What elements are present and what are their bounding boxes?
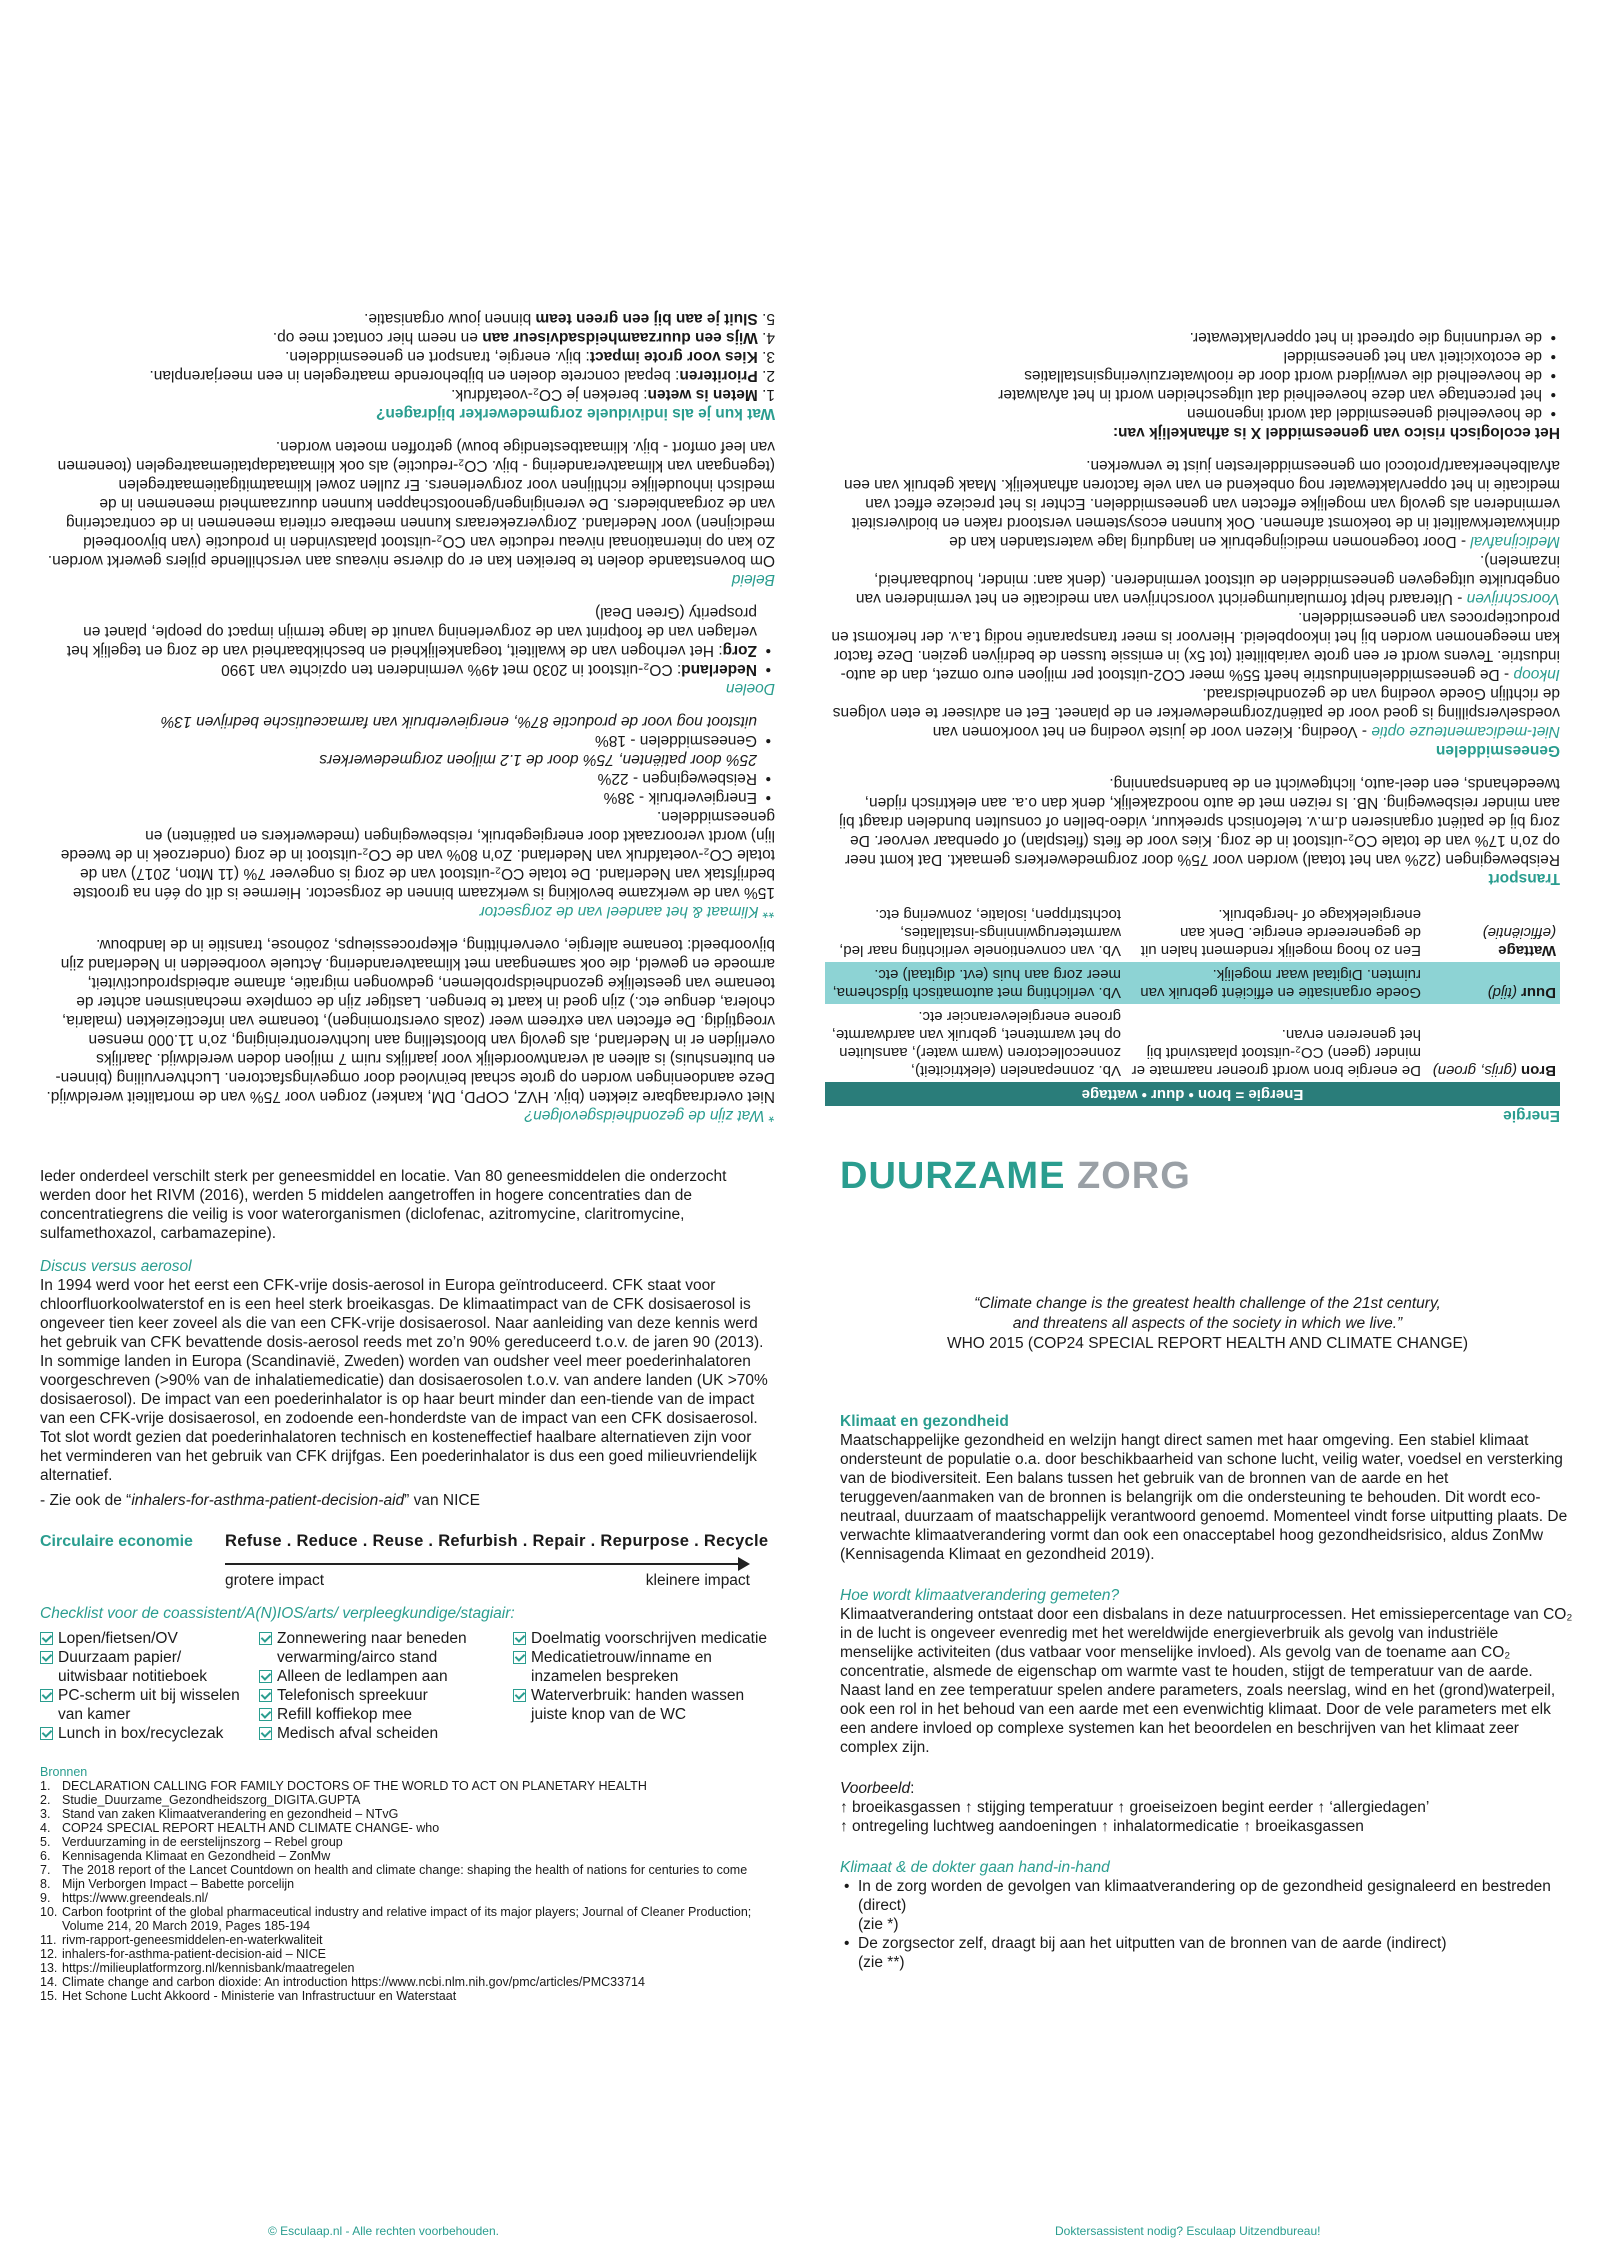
list-item: • de ecotoxiciteit van het geneesmiddel — [825, 347, 1542, 366]
checkbox-checked-icon — [40, 1689, 53, 1702]
row-examples: Vb. van conventionele verlichting naar led, warmteterugwinnings-installaties, tochtstrippen, isolatie, zonwering etc. — [839, 906, 1121, 959]
geneesmiddelen-inkoop — [825, 608, 1560, 684]
paragraph: - Door toegenomen medicijngebruik en langdurig lage waterstanden kan de drinkwaterkwaliteit in de toekomst afnemen. Ook kunnen ecosystemen verstoord raken en biodiversiteit verminderen als gevolg van mogelijke effecten van geneesmiddelen. Echter is het precieze effect van medicatie in het oppervlaktewater nog onbekend en van vele factoren afhankelijk. Maak gebruik van een afvalbeheerkaart/protocol om geneesmiddelresten juist te verwerken. — [843, 457, 1560, 550]
bron-text: Verduurzaming in de eerstelijnszorg – Rebel group — [62, 1835, 343, 1849]
checklist-item — [259, 1629, 509, 1667]
voorbeeld-heading: Voorbeeld: — [840, 1780, 915, 1797]
item-note: uitstoot nog voor de productie 87%, energieverbruik van farmaceutische bedrijven 13% — [160, 713, 757, 730]
list-item — [40, 750, 757, 788]
zorgsector-aandeel-heading: ** Klimaat & het aandeel van de zorgsector — [479, 903, 775, 920]
bottom-right-column — [840, 1155, 1575, 1972]
item-text: : Het verhogen van de kwaliteit, toegankelijkheid en beschikbaarheid van de zorg en tegelijk het verlagen van de footprint van de zorgverlening vanuit de lange termijn impact op people, planet en prosperity (Green Deal) — [66, 604, 757, 659]
bron-text: Stand van zaken Klimaatverandering en gezondheid – NTvG — [62, 1807, 399, 1821]
checklist-label: Duurzaam papier/ uitwisbaar notitieboek — [58, 1649, 208, 1685]
list-item: • het percentage van deze hoeveelheid dat uitgescheiden wordt in het afvalwater — [825, 385, 1542, 404]
bron-item — [40, 1905, 775, 1933]
checklist-label: Telefonisch spreekuur — [277, 1687, 428, 1704]
checklist-heading: Checklist voor de coassistent/A(N)IOS/arts/ verpleegkundige/stagiair: — [40, 1605, 515, 1622]
checklist-item — [40, 1629, 255, 1648]
list-item — [40, 788, 757, 807]
subheading: Inkoop — [1513, 666, 1560, 683]
list-item — [40, 328, 775, 347]
item-number: 4. — [762, 329, 775, 346]
item-ref: (zie **) — [858, 1954, 905, 1971]
item-text: : bereken je CO₂-voetafdruk. — [451, 386, 648, 403]
subheading: Niet-medicamenteuze optie — [1371, 723, 1560, 740]
ref-post: ” van NICE — [404, 1492, 480, 1509]
energie-row-bron — [825, 1004, 1560, 1082]
quote-line: and threatens all aspects of the society in which we live.” — [1012, 1315, 1403, 1332]
checklist-label: Lopen/fietsen/OV — [58, 1630, 178, 1647]
list-item — [40, 347, 775, 366]
voorbeeld-label: Voorbeeld — [840, 1780, 911, 1797]
bron-number: 7. — [40, 1863, 51, 1877]
item-bold: Nederland — [681, 661, 757, 678]
bron-item — [40, 1891, 775, 1905]
bron-text: The 2018 report of the Lancet Countdown on health and climate change: shaping the health of nations for centuries to come — [62, 1863, 748, 1877]
circulaire-economie-body — [225, 1532, 775, 1590]
bron-item — [40, 1793, 775, 1807]
checklist-label: Lunch in box/recyclezak — [58, 1725, 224, 1742]
row-examples: Vb. verlichting met automatisch tijdschema, meer zorg aan huis (evt. digitaal) etc. — [825, 962, 1125, 1004]
list-item: • de hoeveelheid die verwijderd wordt door de rioolwaterzuiveringsinstallaties — [825, 366, 1542, 385]
row-label: Bron — [1521, 1062, 1556, 1079]
circulaire-economie-label: Circulaire economie — [40, 1533, 193, 1550]
row-note: (efficiëntie) — [1482, 924, 1556, 941]
ref-pre: - Zie ook de “ — [40, 1492, 132, 1509]
list-item — [40, 366, 775, 385]
bron-text: https://www.greendeals.nl/ — [62, 1891, 208, 1905]
title-part-2: ZORG — [1077, 1155, 1191, 1197]
footer-copyright: © Esculaap.nl - Alle rechten voorbehouden. — [268, 2224, 499, 2238]
checkbox-checked-icon — [40, 1727, 53, 1740]
energie-row-wattage — [825, 902, 1560, 962]
bron-number: 10. — [40, 1905, 58, 1919]
list-item — [40, 603, 757, 660]
bron-number: 14. — [40, 1975, 58, 1989]
checkbox-checked-icon — [40, 1651, 53, 1664]
bron-number: 9. — [40, 1891, 51, 1905]
subheading: Voorschrijven — [1466, 590, 1560, 607]
item-bold: Sluit je aan bij een green team — [535, 310, 758, 327]
row-note: (tijd) — [1487, 984, 1517, 1001]
row-examples: Vb. zonnepanelen (elektriciteit), zonnecollectoren (warm water), aansluiten op het warmtenet, gebruik van aardwarmte, groene energieleverancier etc. — [831, 1008, 1121, 1079]
bron-item — [40, 1821, 775, 1835]
bron-text: Carbon footprint of the global pharmaceutical industry and relative impact of its major players; Journal of Cleaner Production; Volume 214, 20 March 2019, Pages 185-194 — [62, 1905, 752, 1933]
voorbeeld-line: ↑ ontregeling luchtweg aandoeningen ↑ inhalatormedicatie ↑ broeikasgassen — [840, 1818, 1364, 1835]
checklist-item — [259, 1667, 509, 1686]
item-bold: Wijs een duurzaamheidsadviseur aan — [482, 329, 758, 346]
paragraph: - De geneesmiddelenindustrie heeft 55% meer CO2-uitstoot per miljoen euro omzet, dan de auto-industrie. Tevens wordt er een grote variabiliteit (tot 5x) in emissie tussen de bedrijven gezien. Deze factor kan meegenomen worden bij het inkoopbeleid. Hiervoor is meer transparantie nodig t.a.v. der herkomst en productieproces van geneesmiddelen. — [831, 609, 1560, 683]
checkbox-checked-icon — [513, 1689, 526, 1702]
paragraph: - Voeding. Kiezen voor de juiste voeding en het voorkomen van voedselverspilling is goed voor de patiënt/zorgmedewerker en de planeet. Eet en adviseer te eten volgens de richtlijn Goede voeding van de gezondheidsraad. — [832, 685, 1560, 740]
checklist-label: PC-scherm uit bij wisselen van kamer — [58, 1687, 240, 1723]
item-bold: Prioriteren — [679, 367, 758, 384]
discus-heading: Discus versus aerosol — [40, 1258, 192, 1275]
checklist — [40, 1629, 775, 1743]
bron-item — [40, 1989, 775, 2003]
quote-line: “Climate change is the greatest health challenge of the 21st century, — [974, 1295, 1441, 1312]
hand-in-hand-list — [840, 1877, 1575, 1972]
voorbeeld-line: ↑ broeikasgassen ↑ stijging temperatuur ↑ groeiseizoen begint eerder ↑ ‘allergiedagen’ — [840, 1799, 1430, 1816]
circulaire-economie — [40, 1532, 775, 1590]
geneesmiddelen-intro: Ieder onderdeel verschilt sterk per geneesmiddel en locatie. Van 80 geneesmiddelen die onderzocht werden door het RIVM (2016), werden 5 middelen aangetroffen in hogere concentraties dan de concentratiegrens die veilig is voor waterorganismen (diclofenac, azitromycine, claritromycine, sulfamethoxazol, carbamazepine). — [40, 1168, 727, 1242]
checkbox-checked-icon — [40, 1632, 53, 1645]
page-title — [840, 1155, 1575, 1197]
checklist-label: Doelmatig voorschrijven medicatie — [531, 1630, 768, 1647]
bron-text: DECLARATION CALLING FOR FAMILY DOCTORS OF THE WORLD TO ACT ON PLANETARY HEALTH — [62, 1779, 647, 1793]
checklist-item — [513, 1648, 768, 1686]
beleid-text: Om bovenstaande doelen te bereiken kan er op diverse niveaus aan verschillende pijlers gewerkt worden. Zo kan op internationaal niveau reductie van CO₂-uitstoot plaatsvinden in productie (van bijvoorbeeld medicijnen) voor Nederland. Zorgverzekeraars kunnen meetbare criteria meenemen in de contractering van de zorgaanbieders. De verenigingen/genootschappen kunnen duurzaamheid meenemen in de medisch inhoudelijke richtlijnen voor zorgverleners. Er zullen zowel klimaatmitigatiemaatregelen (tegengaan van klimaatverandering - bijv. CO₂-reductie) als ook klimaatadaptatiemaatregelen (toenemen van leef omfort - bijv. klimaatbestendige bouw) getroffen moeten worden. — [47, 438, 775, 569]
energie-table — [825, 902, 1560, 1106]
item-text: : bepaal concrete doelen en bijbehorende maatregelen in een meerjarenplan. — [149, 367, 680, 384]
item-main: Energieverbruik - 38% — [603, 789, 757, 806]
bron-number: 13. — [40, 1961, 58, 1975]
list-item — [40, 309, 775, 328]
checklist-label: Zonnewering naar beneden verwarming/airco stand — [277, 1630, 467, 1666]
item-text: De zorgsector zelf, draagt bij aan het uitputten van de bronnen van de aarde (indirect) — [858, 1935, 1447, 1952]
bron-item — [40, 1947, 775, 1961]
quote-source: WHO 2015 (COP24 SPECIAL REPORT HEALTH AND CLIMATE CHANGE) — [946, 1335, 1469, 1352]
bottom-half — [0, 1131, 1600, 2262]
bron-item — [40, 1961, 775, 1975]
checkbox-checked-icon — [513, 1632, 526, 1645]
checklist-col-1 — [40, 1629, 255, 1743]
row-description: Goede organisatie en efficiënt gebruik van ruimten. Digitaal waar mogelijk. — [1125, 962, 1425, 1004]
row-note: (grijs, groen) — [1432, 1062, 1517, 1079]
checklist-label: Medicatietrouw/inname en inzamelen bespreken — [531, 1649, 712, 1685]
klimaat-gezondheid-heading: Klimaat en gezondheid — [840, 1413, 1009, 1430]
doelen-list — [40, 603, 775, 679]
bron-text: Climate change and carbon dioxide: An introduction https://www.ncbi.nlm.nih.gov/pmc/articles/PMC33714 — [62, 1975, 645, 1989]
bron-number: 2. — [40, 1793, 51, 1807]
bron-number: 1. — [40, 1779, 51, 1793]
klimaat-gezondheid-text: Maatschappelijke gezondheid en welzijn hangt direct samen met haar omgeving. Een stabiel klimaat ondersteunt de populatie o.a. door beschikbaarheid van schone lucht, veilig water, voedsel en versterking van de biodiversiteit. Een balans tussen het gebruik van de bronnen van de aarde en het teruggeven/aanmaken van de bronnen is belangrijk om die ondersteuning te behouden. Dit wordt eco-neutraal, duurzaam of maatschappelijk verantwoord genoemd. Momenteel vindt forse uitputting plaats. De verwachte klimaatverandering vormt dan ook een onacceptabel hoog gezondheidsrisico, aldus ZonMw (Kennisagenda Klimaat en gezondheid 2019). — [840, 1432, 1568, 1563]
ecologisch-risico-list — [825, 328, 1560, 423]
checkbox-checked-icon — [259, 1632, 272, 1645]
list-item — [40, 660, 757, 679]
checkbox-checked-icon — [259, 1708, 272, 1721]
bron-text: COP24 SPECIAL REPORT HEALTH AND CLIMATE CHANGE- who — [62, 1821, 440, 1835]
geneesmiddelen-afval — [825, 456, 1560, 551]
list-item: • de verdunning die optreedt in het oppervlaktewater. — [825, 328, 1542, 347]
geneesmiddelen-voorschrijven — [825, 551, 1560, 608]
energie-table-header: Energie = bron • duur • wattage — [825, 1082, 1560, 1106]
impact-scale — [225, 1571, 750, 1590]
checklist-label: Medisch afval scheiden — [277, 1725, 439, 1742]
gemeten-heading: Hoe wordt klimaatverandering gemeten? — [840, 1587, 1120, 1604]
transport-text: Reisbewegingen (22% van het totaal) worden voor 75% door zorgmedewerkers gemaakt. Dat komt neer op zo’n 17% van de totale CO₂-uitstoot in de zorg. Kies voor de fiets (fietsplan) of openbaar vervoer. De zorg bij de patiënt organiseren d.m.v. telefonisch spreekuur, video-bellen of consulten bundelen draagt bij aan minder reisbeweging. NB. Is reizen met de auto noodzakelijk, denk dan o.a. aan elektrisch rijden, tweedehands, een deel-auto, lichtgewicht en de bandenspanning. — [839, 775, 1560, 868]
paragraph: - Uiteraard helpt formulariumgericht voorschrijven van medicatie en het verminderen van ongebruikte uitgegeven geneesmiddelen de uitstoot verminderen. (denk aan: minder, houdbaarheid, inzamelen). — [855, 552, 1560, 607]
who-quote — [840, 1294, 1575, 1354]
hand-in-hand-heading: Klimaat & de dokter gaan hand-in-hand — [840, 1859, 1110, 1876]
bijdragen-heading: Wat kun je als individuele zorgmedewerker bijdragen? — [375, 405, 775, 422]
row-description: De energie bron wordt groener naarmate er minder (geen) CO₂-uitstoot plaatsvindt bij het genereren ervan. — [1131, 1026, 1421, 1079]
item-bold: Kies voor grote impact — [589, 348, 758, 365]
discus-text: In 1994 werd voor het eerst een CFK-vrije dosis-aerosol in Europa geïntroduceerd. CFK staat voor chloorfluorkoolwaterstof en is een heel sterk broeikasgas. De klimaatimpact van de CFK dosisaerosol is ongeveer tien keer zoveel als die van een CFK-vrije dosisaerosol. Naar aanleiding van deze kennis werd het gebruik van CFK bevattende dosis-aerosol reeds met zo’n 90% gereduceerd t.o.v. de jaren 90 (2013). In sommige landen in Europa (Scandinavië, Zweden) worden van oudsher veel meer poederinhalatoren voorgeschreven (>90% van de inhalatiemedicatie) dan dosisaerosolen t.o.v. van andere landen (UK >70% dosisaerosol). De impact van een poederinhalator is op haar beurt minder dan een-tiende van de impact van een CFK-vrije dosisaerosol, en zodoende een-honderdste van de impact van een CFK dosisaerosol. Tot slot wordt gezien dat poederinhalatoren technisch en kosteneffectief haalbare alternatieven zijn voor het verminderen van het gebruik van CFK drijfgas. Een poederinhalator is dus een goed milieuvriendelijk alternatief. — [40, 1277, 768, 1484]
bron-item — [40, 1863, 775, 1877]
energie-heading: Energie — [1503, 1107, 1560, 1124]
bron-item — [40, 1849, 775, 1863]
checklist-item — [259, 1724, 509, 1743]
row-label: Wattage — [1498, 942, 1556, 959]
item-text: : CO₂-uitstoot in 2030 met 49% verminderen ten opzichte van 1990 — [221, 661, 682, 678]
bron-item — [40, 1933, 775, 1947]
bronnen-list — [40, 1779, 775, 2003]
bron-item — [40, 1975, 775, 1989]
checkbox-checked-icon — [259, 1689, 272, 1702]
item-text: en neem hier contact mee op. — [272, 329, 483, 346]
item-bold: Meten is weten — [647, 386, 758, 403]
ecologisch-risico-heading: Het ecologisch risico van geneesmiddel X is afhankelijk van: — [1112, 424, 1560, 441]
checklist-col-2 — [259, 1629, 509, 1743]
transport-heading: Transport — [1488, 870, 1560, 887]
checklist-label: Waterverbruik: handen wassen juiste knop van de WC — [531, 1687, 745, 1723]
bron-text: Mijn Verborgen Impact – Babette porcelijn — [62, 1877, 295, 1891]
item-note: 25% door patiënten, 75% door de 1.2 miljoen zorgmedewerkers — [319, 751, 757, 768]
geneesmiddelen-heading: Geneesmiddelen — [1435, 742, 1560, 759]
bron-number: 15. — [40, 1989, 58, 2003]
energie-row-duur — [825, 962, 1560, 1004]
checklist-item — [513, 1629, 768, 1648]
ref-link[interactable]: inhalers-for-asthma-patient-decision-aid — [131, 1492, 405, 1509]
item-number: 1. — [762, 386, 775, 403]
subheading: Medicijnafval — [1470, 533, 1560, 550]
bron-text: Het Schone Lucht Akkoord - Ministerie van Infrastructuur en Waterstaat — [62, 1989, 457, 2003]
checkbox-checked-icon — [513, 1651, 526, 1664]
list-item — [40, 712, 757, 750]
bron-item — [40, 1807, 775, 1821]
impact-left-label: grotere impact — [225, 1572, 325, 1589]
impact-arrow — [225, 1557, 750, 1571]
bronnen-heading: Bronnen — [40, 1765, 88, 1779]
checklist-item — [40, 1686, 255, 1724]
zorgsector-aandeel-text: 15% van de werkzame bevolking is werkzaam binnen de zorgsector. Hiermee is dit op één na grootste bedrijfstak van Nederland. De totale CO₂-uitstoot van de zorg is ongeveer 7% (11 Mton, 2017) van de totale CO₂-voetafdruk van Nederland. Zo’n 80% van de CO₂-uitstoot in de zorg (onderzoek in de tweede lijn) wordt veroorzaakt door energiegebruik, reisbewegingen (medewerkers en patiënten) en geneesmiddelen. — [60, 808, 775, 901]
impact-right-label: kleinere impact — [645, 1572, 750, 1589]
bron-text: rivm-rapport-geneesmiddelen-en-waterkwaliteit — [62, 1933, 323, 1947]
item-number: 2. — [762, 367, 775, 384]
list-item — [858, 1877, 1575, 1934]
list-item: • de hoeveelheid geneesmiddel dat wordt ingenomen — [825, 404, 1542, 423]
gemeten-text: Klimaatverandering ontstaat door een disbalans in deze natuurprocessen. Het emissiepercentage van CO₂ in de lucht is ongeveer evenredig met het wereldwijde energieverbruik als gevolg van industriële menselijke activiteiten (dus vatbaar voor menselijke invloed). Als gevolg van de toename aan CO₂ concentratie, alsmede de eigenschap om warmte vast te houden, stijgt de temperatuur van de aarde. Naast land en zee temperatuur spelen andere parameters, zoals neerslag, wind en het (grond)waterpeil, ook een rol in het behoud van een aarde met een evenwichtig klimaat. Door de vele parameters met elk een andere invloed op complexe systemen kan het beoordelen en beschrijven van het klimaat zeer complex zijn. — [840, 1606, 1573, 1756]
row-description: Een zo hoog mogelijk rendement halen uit de gegenereerde energie. Denk aan energielekkage of -hergebruik. — [1140, 906, 1421, 959]
item-bold: Zorg — [722, 642, 757, 659]
r-ladder: Refuse . Reduce . Reuse . Refurbish . Repair . Repurpose . Recycle — [225, 1532, 769, 1550]
bron-number: 12. — [40, 1947, 58, 1961]
item-number: 5. — [762, 310, 775, 327]
uitstoot-list — [40, 712, 775, 807]
checklist-label: Alleen de ledlampen aan — [277, 1668, 448, 1685]
checkbox-checked-icon — [259, 1727, 272, 1740]
nice-reference — [40, 1491, 775, 1510]
bron-item — [40, 1779, 775, 1793]
bron-item — [40, 1877, 775, 1891]
doelen-heading: Doelen — [725, 680, 775, 697]
bijdragen-list — [40, 309, 775, 404]
top-left-column — [825, 328, 1560, 1125]
beleid-heading: Beleid — [731, 571, 775, 588]
list-item — [858, 1934, 1575, 1972]
checklist-item — [40, 1648, 255, 1686]
checklist-label: Refill koffiekop mee — [277, 1706, 412, 1723]
bron-number: 11. — [40, 1933, 57, 1947]
bron-text: inhalers-for-asthma-patient-decision-aid – NICE — [62, 1947, 327, 1961]
top-right-column — [40, 309, 775, 1125]
bron-number: 8. — [40, 1877, 51, 1891]
item-main: Reisbewegingen - 22% — [597, 770, 757, 787]
bron-number: 3. — [40, 1807, 51, 1821]
list-item — [40, 385, 775, 404]
gezondheidsgevolgen-heading: * Wat zijn de gezondheidsgevolgen? — [524, 1107, 775, 1124]
bron-item — [40, 1835, 775, 1849]
row-label: Duur — [1521, 984, 1556, 1001]
bronnen — [40, 1765, 775, 2003]
item-text: binnen jouw organisatie. — [364, 310, 536, 327]
bron-text: Studie_Duurzame_Gezondheidszorg_DIGITA.GUPTA — [62, 1793, 361, 1807]
item-main: Geneesmiddelen - 18% — [595, 732, 757, 749]
gezondheidsgevolgen-text: Niet overdraagbare ziekten (bijv. HVZ, COPD, DM, kanker) zorgen voor 75% van de mortaliteit wereldwijd. Deze aandoeningen worden op grote schaal beïnvloed door omgevingsfactoren. Luchtvervuiling (binnen- en buitenshuis) is alleen al verantwoordelijk voor jaarlijks ruim 7 miljoen doden wereldwijd. Jaarlijks overlijden er in Nederland, als gevolg van blootstelling aan luchtverontreiniging, zo’n 11.000 mensen vroegtijdig. De effecten van extreem weer (zoals overstromingen), toename van infectieziekten (malaria, cholera, dengue etc.) zijn goed in kaart te brengen. Lastiger zijn de complexe mechanismen achter de toename van geestelijke gezondheidsproblemen, gedwongen migratie, afname arbeidsproductiviteit, armoede en geweld, die ook samengaan met klimaatverandering. Actuele voorbeelden in Nederland zijn bijvoorbeeld: toename allergie, oververhitting, elkeprocessieups, zoönose, transitie in de landbouw. — [46, 936, 775, 1105]
checklist-col-3 — [513, 1629, 768, 1743]
bron-number: 6. — [40, 1849, 51, 1863]
bottom-left-column — [40, 1167, 775, 2003]
bron-text: https://milieuplatformzorg.nl/kennisbank/maatregelen — [62, 1961, 355, 1975]
checklist-item — [259, 1686, 509, 1705]
title-part-1: DUURZAME — [840, 1155, 1066, 1197]
checkbox-checked-icon — [259, 1670, 272, 1683]
geneesmiddelen-voeding — [825, 684, 1560, 741]
checklist-item — [513, 1686, 768, 1724]
item-number: 3. — [762, 348, 775, 365]
checklist-item — [259, 1705, 509, 1724]
footer-tagline[interactable]: Doktersassistent nodig? Esculaap Uitzendbureau! — [1055, 2224, 1321, 2238]
item-text: In de zorg worden de gevolgen van klimaatverandering op de gezondheid gesignaleerd en bestreden (direct) — [858, 1878, 1551, 1914]
checklist-item — [40, 1724, 255, 1743]
item-ref: (zie *) — [858, 1916, 899, 1933]
bron-text: Kennisagenda Klimaat en Gezondheid – ZonMw — [62, 1849, 331, 1863]
item-text: : bijv. energie, transport en geneesmiddelen. — [285, 348, 590, 365]
bron-number: 4. — [40, 1821, 51, 1835]
bron-number: 5. — [40, 1835, 51, 1849]
